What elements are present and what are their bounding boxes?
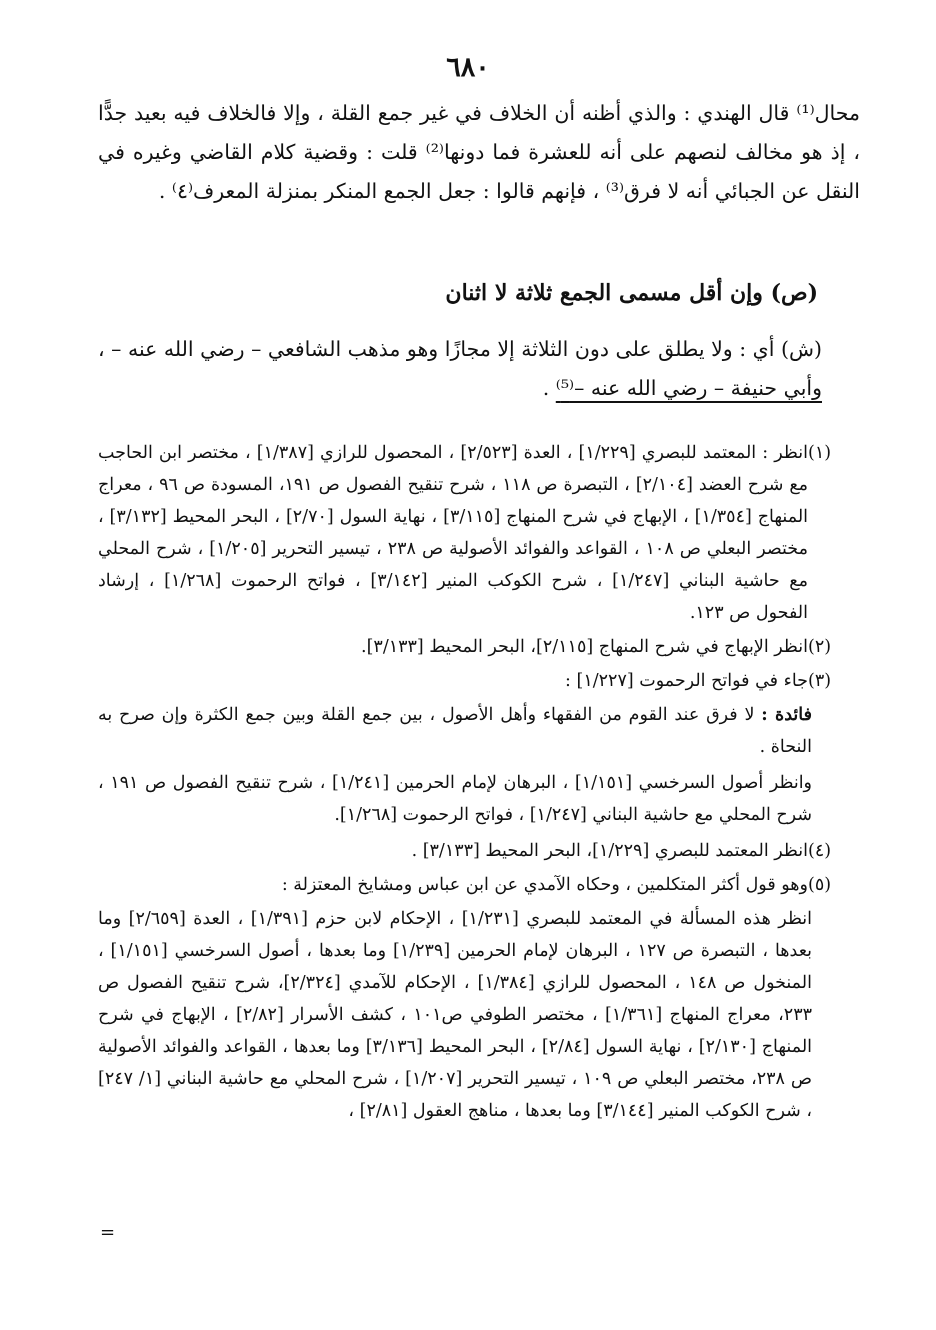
footnote-5-see-also: انظر هذه المسألة في المعتمد للبصري [١/٢٣١] ، الإحكام لابن حزم [١/٣٩١] ، العدة [٢/٦٥٩] وما بعدها ، التبصرة ص ١٢٧ ، البرهان لإمام الحرمين [١/٢٣٩] وما بعدها ، أصول السرخسي [١/١٥١] ، المنخول ص ١٤٨ ، المحصول للرازي [١/٣٨٤] ، الإحكام للآمدي [٢/٣٢٤]، شرح تنقيح الفصول ص ٢٣٣، معراج المنهاج [١/٣٦١] ، مختصر الطوفي ص١٠١ ، كشف الأسرار [٢/٨٢] ، الإبهاج في شرح المنهاج [٢/١٣٠] ، نهاية السول [٢/٨٤] ، البحر المحيط [٣/١٣٦] وما بعدها ، القواعد والفوائد الأصولية ص ٢٣٨، مختصر البعلي ص ١٠٩ ، تيسير التحرير [١/٢٠٧] ، شرح المحلي مع حاشية البناني [١/ ٢٤٧] ، شرح الكوكب المنير [٣/١٤٤] وما بعدها ، مناهج العقول [٢/٨١] ، [98,909,813,1121]
main-text-block [98,94,860,211]
footnotes-section [98,437,840,1131]
footnote-1 [98,437,840,629]
footnote-3-see-also: وانظر أصول السرخسي [١/١٥١] ، البرهان لإمام الحرمين [١/٢٤١] ، شرح تنقيح الفصول ص ١٩١ ، شرح المحلي مع حاشية البناني [١/٢٤٧] ، فواتح الرحموت [١/٢٦٨]. [98,773,813,825]
footnote-number: (٤) [808,841,832,861]
footnote-text: انظر : المعتمد للبصري [١/٢٢٩] ، العدة [٢/٥٢٣] ، المحصول للرازي [١/٣٨٧] ، مختصر ابن الحاجب مع شرح العضد [٢/١٠٤] ، التبصرة ص ١١٨ ، شرح تنقيح الفصول ص ١٩١، المسودة ص ٩٦ ، معراج المنهاج [١/٣٥٤] ، الإبهاج في شرح المنهاج [٣/١١٥] ، نهاية السول [٢/٧٠] ، البحر المحيط [٣/١٣٢] ، مختصر البعلي ص ١٠٨ ، القواعد والفوائد الأصولية ص ٢٣٨ ، تيسير التحرير [١/٢٠٥] ، شرح المحلي مع حاشية البناني [١/٢٤٧] ، شرح الكوكب المنير [٣/١٤٢] ، فواتح الرحموت [١/٢٦٨] ، إرشاد الفحول ص ١٢٣. [98,443,809,623]
benefit-label: فائدة : [761,705,812,725]
commentary-end: . [542,376,556,400]
footnote-number: (٢) [808,637,832,657]
footnote-text: انظر المعتمد للبصري [١/٢٢٩]، البحر المحيط [٣/١٣٣] . [411,841,808,861]
commentary-block [98,330,822,408]
commentary-underlined-text: وأبي حنيفة – رضي الله عنه –⁽⁵⁾ [555,376,822,400]
page-number: ٦٨٠ [446,52,490,83]
footnote-text: وهو قول أكثر المتكلمين ، وحكاه الآمدي عن ابن عباس ومشايخ المعتزلة : [281,875,808,895]
benefit-text: لا فرق عند القوم من الفقهاء وأهل الأصول ، بين جمع القلة وبين جمع الكثرة وإن صرح به النحاة . [98,705,812,757]
footnote-number: (٥) [808,875,832,895]
main-paragraph: محال⁽¹⁾ قال الهندي : والذي أظنه أن الخلاف في غير جمع القلة ، وإلا فالخلاف فيه بعيد جدًّا ، إذ هو مخالف لنصهم على أنه للعشرة فما دونها⁽²⁾ قلت : وقضية كلام القاضي وغيره في النقل عن الجبائي أنه لا فرق⁽³⁾ ، فإنهم قالوا : جعل الجمع المنكر بمنزلة المعرف⁽٤⁾ . [98,101,860,203]
footnote-3 [98,665,840,697]
section-heading: (ص) وإن أقل مسمى الجمع ثلاثة لا اثنان [445,280,818,306]
footnote-number: (٣) [808,671,832,691]
footnote-3-benefit [98,699,840,763]
footnote-text: جاء في فواتح الرحموت [١/٢٢٧] : [565,671,808,691]
footnote-number: (١) [808,443,832,463]
footnote-text: انظر الإبهاج في شرح المنهاج [٢/١١٥]، البحر المحيط [٣/١٣٣]. [361,637,808,657]
footnote-2 [98,631,840,663]
footnote-5 [98,869,840,901]
commentary-text: (ش) أي : ولا يطلق على دون الثلاثة إلا مجازًا وهو مذهب الشافعي – رضي الله عنه – ، [98,337,822,361]
commentary-paragraph [98,330,822,408]
continuation-mark: = [100,1222,116,1243]
footnote-4 [98,835,840,867]
